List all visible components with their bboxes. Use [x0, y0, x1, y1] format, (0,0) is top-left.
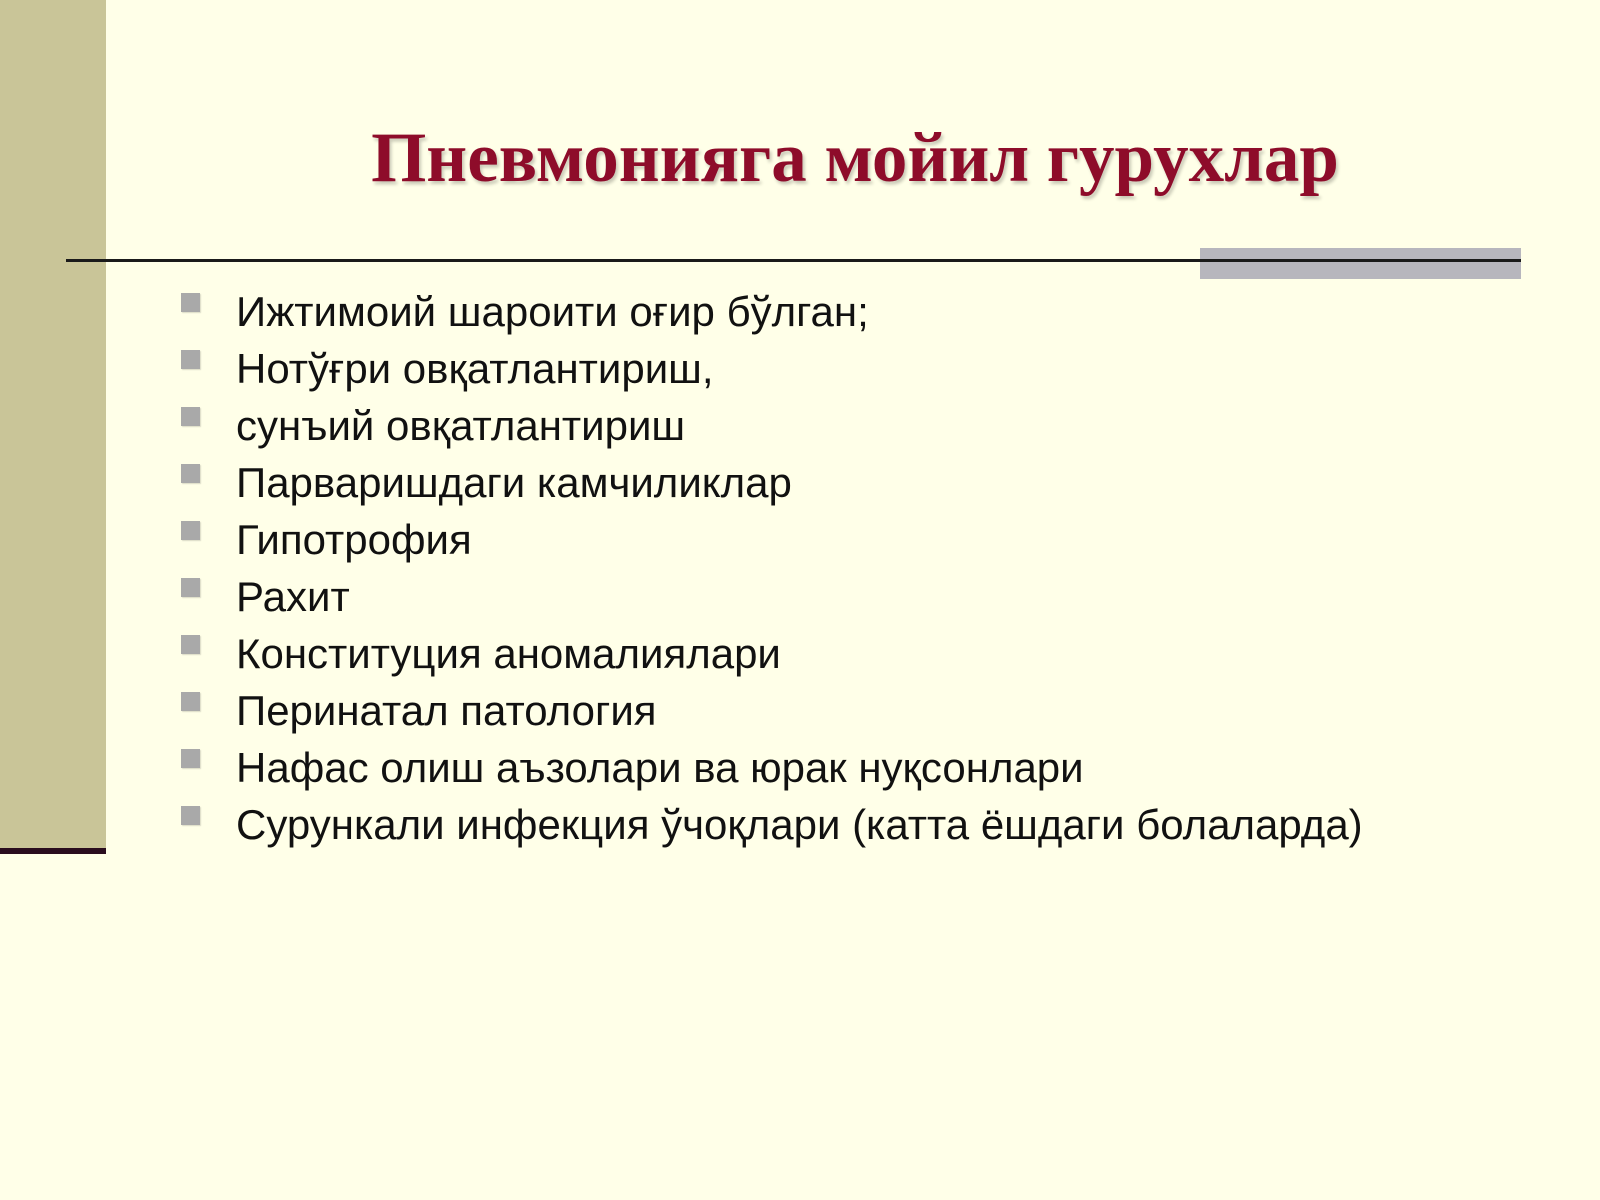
slide-title: Пневмонияга мойил гурухлар [371, 119, 1339, 197]
bullet-item [0, 283, 1363, 340]
bullet-text: Ижтимоий шароити оғир бўлган; [236, 288, 869, 335]
bullet-text: Рахит [236, 573, 350, 620]
square-bullet-icon [181, 350, 200, 369]
bullet-text: Сурункали инфекция ўчоқлари (катта ёшдаги болаларда) [236, 801, 1363, 848]
bullet-list [0, 283, 1363, 853]
bullet-item [0, 739, 1363, 796]
square-bullet-icon [181, 464, 200, 483]
bullet-text: Конституция аномалиялари [236, 630, 781, 677]
bullet-item [0, 796, 1363, 853]
bullet-item [0, 397, 1363, 454]
square-bullet-icon [181, 521, 200, 540]
divider-accent-bar [1200, 248, 1521, 279]
bullet-text: сунъий овқатлантириш [236, 402, 686, 449]
square-bullet-icon [181, 692, 200, 711]
square-bullet-icon [181, 293, 200, 312]
bullet-item [0, 340, 1363, 397]
bullet-item [0, 454, 1363, 511]
bullet-item [0, 682, 1363, 739]
bullet-text: Парваришдаги камчиликлар [236, 459, 792, 506]
divider-accent-line [1200, 259, 1521, 262]
bullet-text: Нотўғри овқатлантириш, [236, 345, 714, 392]
bullet-text: Перинатал патология [236, 687, 657, 734]
square-bullet-icon [181, 749, 200, 768]
bullet-item [0, 568, 1363, 625]
bullet-text: Нафас олиш аъзолари ва юрак нуқсонлари [236, 744, 1084, 791]
bullet-item [0, 511, 1363, 568]
square-bullet-icon [181, 578, 200, 597]
square-bullet-icon [181, 806, 200, 825]
bullet-text: Гипотрофия [236, 516, 472, 563]
bullet-item [0, 625, 1363, 682]
square-bullet-icon [181, 635, 200, 654]
square-bullet-icon [181, 407, 200, 426]
